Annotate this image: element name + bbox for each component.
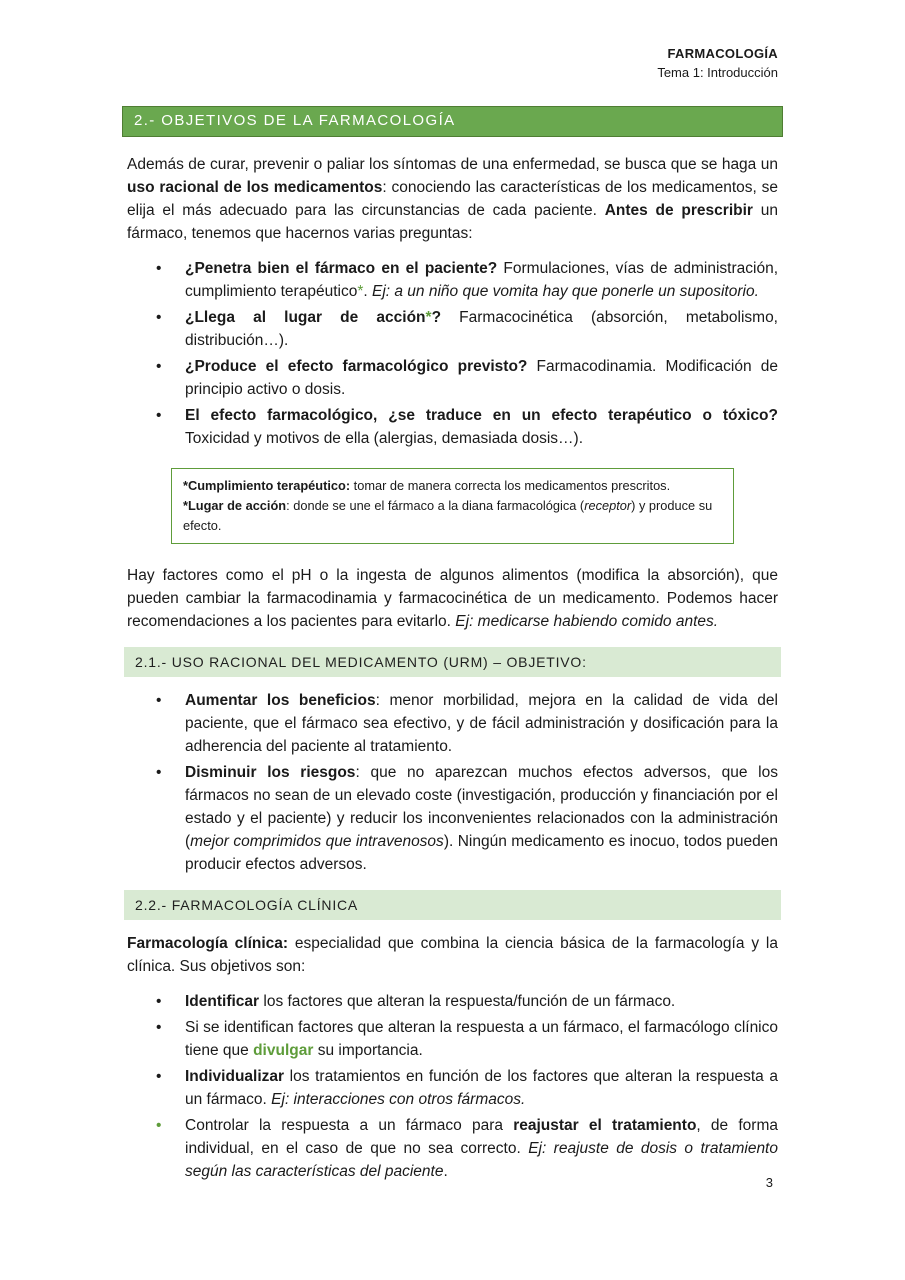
document-header [127,44,778,82]
bullet-item: • Identificar los factores que alteran la respuesta/función de un fármaco. [185,990,778,1013]
section-2-2-bullet-list [127,990,778,1183]
course-title: FARMACOLOGÍA [667,46,778,61]
bullet-item: • El efecto farmacológico, ¿se traduce en un efecto terapéutico o tóxico? Toxicidad y motivos de ella (alergias, demasiada dosis…). [185,404,778,450]
section-2-heading: 2.- OBJETIVOS DE LA FARMACOLOGÍA [122,106,783,137]
bullet-item: • Si se identifican factores que alteran la respuesta a un fármaco, el farmacólogo clínico tiene que divulgar su importancia. [185,1016,778,1062]
bullet-item: • Individualizar los tratamientos en función de los factores que alteran la respuesta a un fármaco. Ej: interacciones con otros fármacos. [185,1065,778,1111]
page-number: 3 [765,1175,773,1190]
section-2-bullet-list [127,257,778,450]
section-2-1-bullet-list [127,689,778,876]
bullet-item: • Disminuir los riesgos: que no aparezcan muchos efectos adversos, que los fármacos no sean de un elevado coste (investigación, producción y financiación por el estado y el paciente) y reducir los inconvenientes relacionados con la administración (mejor comprimidos que intravenosos). Ningún medicamento es inocuo, todos pueden producir efectos adversos. [185,761,778,876]
section-2-2-heading: 2.2.- FARMACOLOGÍA CLÍNICA [124,890,781,920]
course-subtitle: Tema 1: Introducción [657,65,778,80]
note-line: *Lugar de acción: donde se une el fármaco a la diana farmacológica (receptor) y produce su efecto. [183,498,713,533]
bullet-item: • Aumentar los beneficios: menor morbilidad, mejora en la calidad de vida del paciente, que el fármaco sea efectivo, y de fácil administración y dosificación para la adherencia del paciente al tratamiento. [185,689,778,758]
section-2-outro-paragraph: Hay factores como el pH o la ingesta de algunos alimentos (modifica la absorción), que pueden cambiar la farmacodinamia y farmacocinética de un medicamento. Podemos hacer recomendaciones a los pacientes para evitarlo. Ej: medicarse habiendo comido antes. [127,567,778,630]
section-2-2-intro-paragraph: Farmacología clínica: especialidad que combina la ciencia básica de la farmacología y la clínica. Sus objetivos son: [127,935,778,975]
note-line: *Cumplimiento terapéutico: tomar de manera correcta los medicamentos prescritos. [183,478,671,493]
definitions-note-box [171,468,734,544]
bullet-item: • ¿Penetra bien el fármaco en el paciente? Formulaciones, vías de administración, cumplimiento terapéutico*. Ej: a un niño que vomita hay que ponerle un supositorio. [185,257,778,303]
section-2-intro-paragraph: Además de curar, prevenir o paliar los síntomas de una enfermedad, se busca que se haga un uso racional de los medicamentos: conociendo las características de los medicamentos, se elija el más adecuado para las circunstancias de cada paciente. Antes de prescribir un fármaco, tenemos que hacernos varias preguntas: [127,156,778,242]
bullet-item: • Controlar la respuesta a un fármaco para reajustar el tratamiento, de forma individual, en el caso de que no sea correcto. Ej: reajuste de dosis o tratamiento según las características del paciente. [185,1114,778,1183]
bullet-item: • ¿Llega al lugar de acción*? Farmacocinética (absorción, metabolismo, distribución…). [185,306,778,352]
bullet-item: • ¿Produce el efecto farmacológico previsto? Farmacodinamia. Modificación de principio activo o dosis. [185,355,778,401]
section-2-1-heading: 2.1.- USO RACIONAL DEL MEDICAMENTO (URM) – OBJETIVO: [124,647,781,677]
